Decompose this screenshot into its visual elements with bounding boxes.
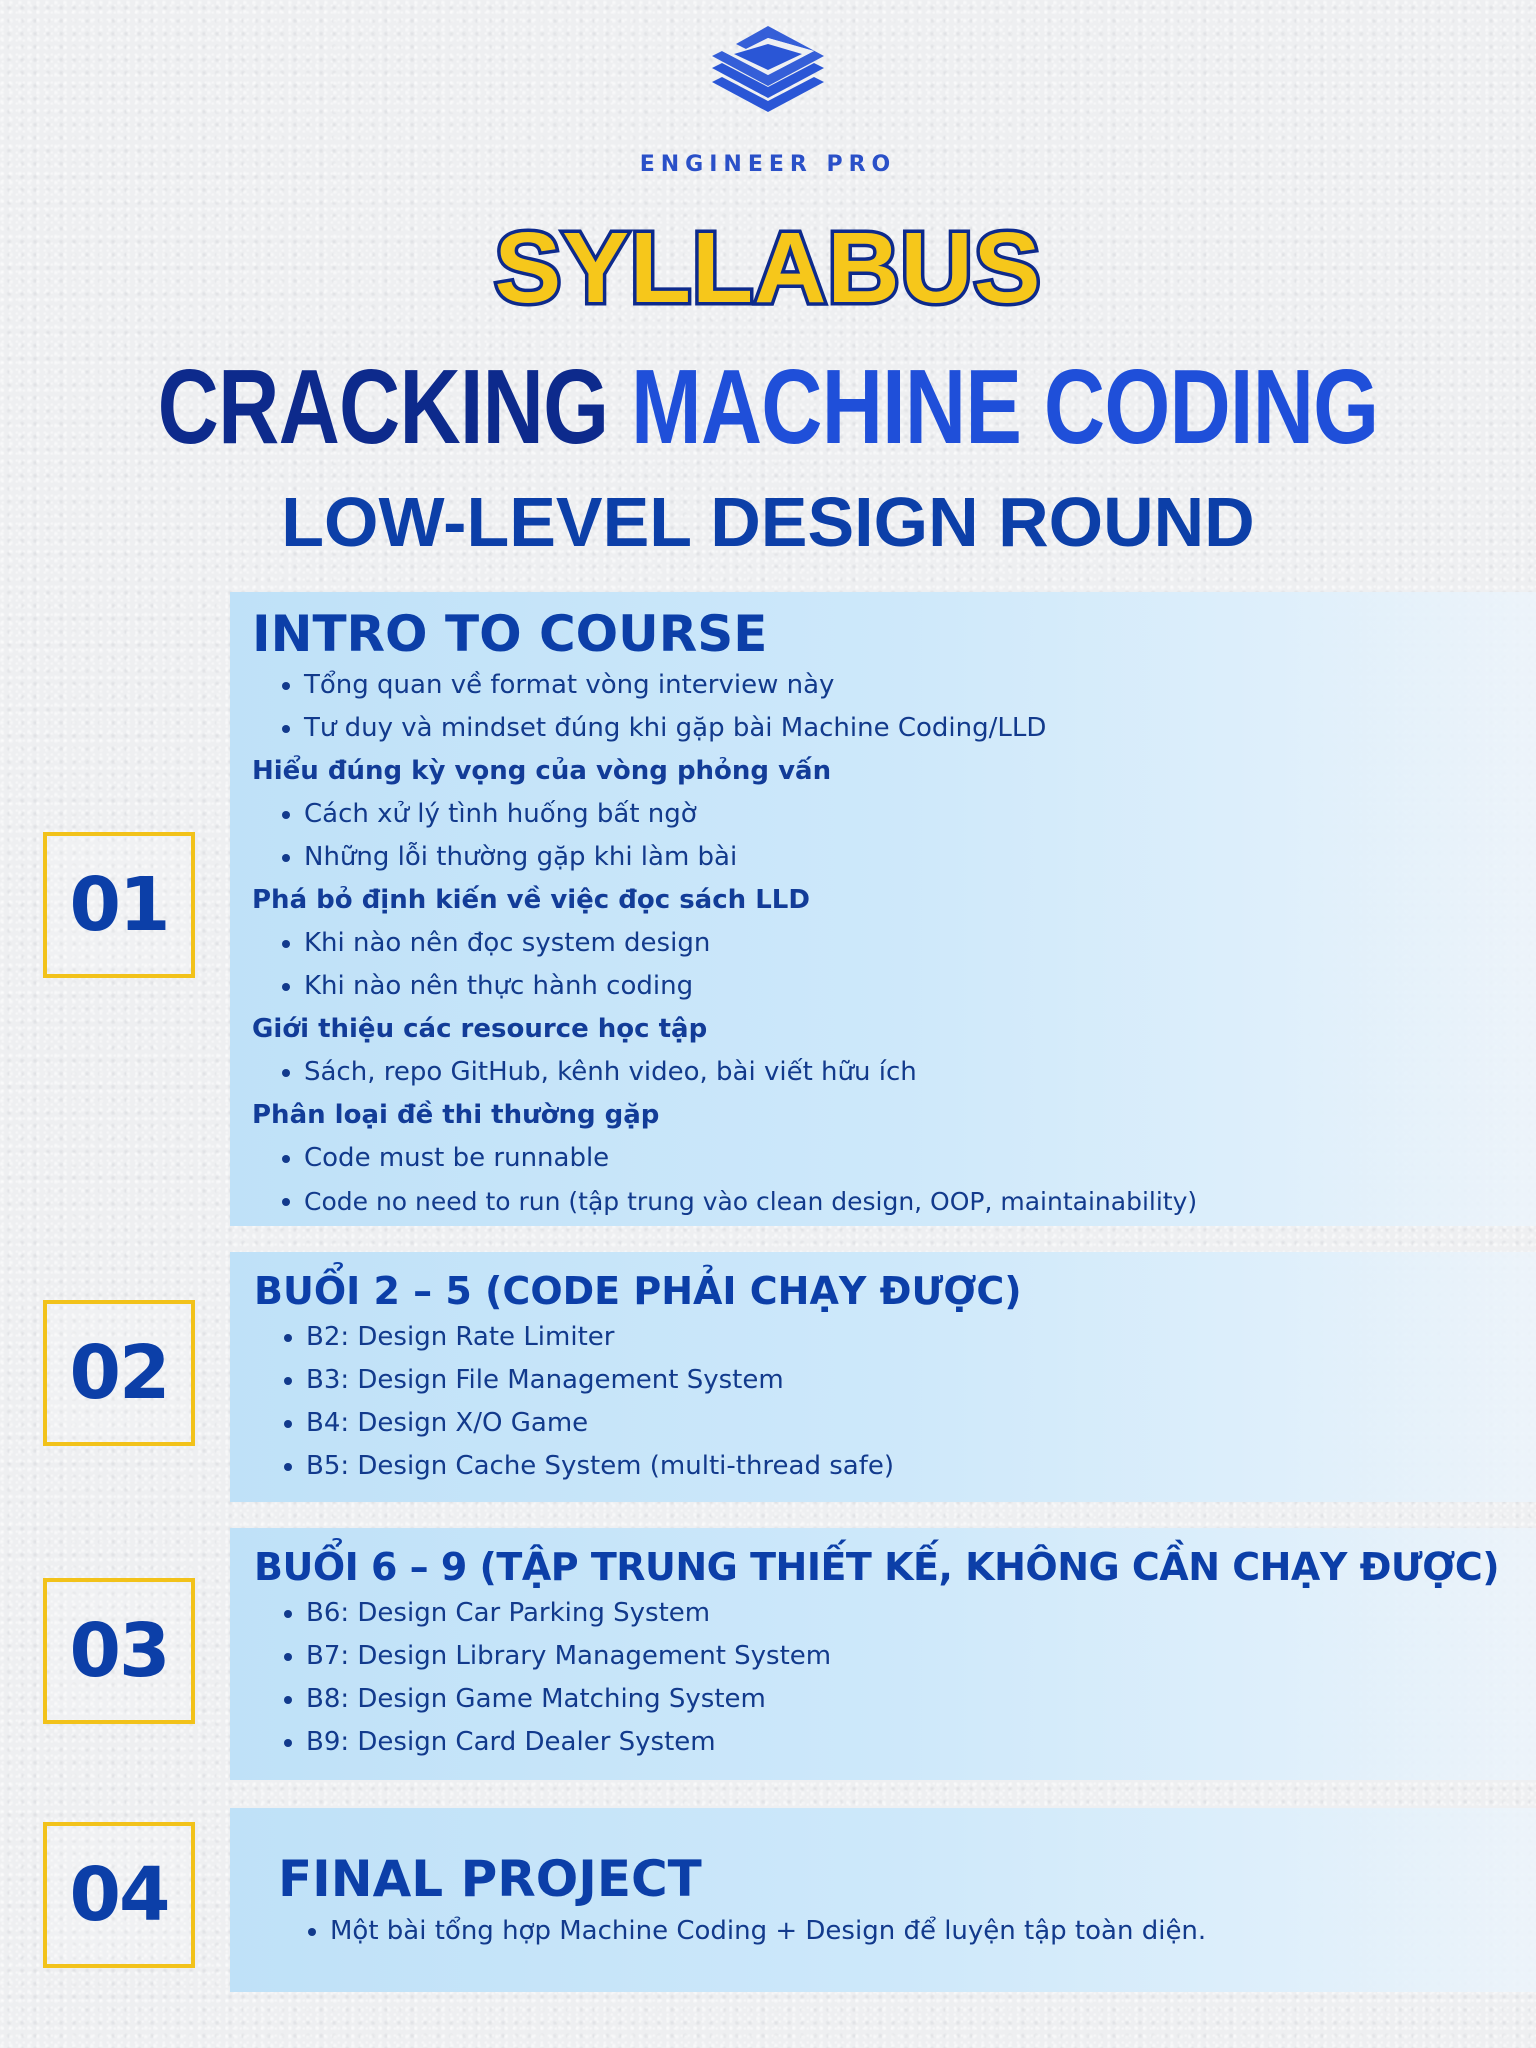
section-01-subheading: Phá bỏ định kiến về việc đọc sách LLD <box>252 885 810 915</box>
list-item: Khi nào nên thực hành coding <box>304 965 1536 1008</box>
list-item: Sách, repo GitHub, kênh video, bài viết hữu ích <box>304 1051 1536 1094</box>
section-01-list <box>252 664 1536 750</box>
section-01-title: INTRO TO COURSE <box>252 605 768 663</box>
section-03-panel <box>230 1528 1536 1780</box>
list-item: B3: Design File Management System <box>306 1359 1536 1402</box>
list-item: Tổng quan về format vòng interview này <box>304 664 1536 707</box>
brand-name: ENGINEER PRO <box>639 152 897 177</box>
course-title-part1: CRACKING <box>157 348 609 466</box>
course-title <box>154 348 1383 466</box>
list-item: Tư duy và mindset đúng khi gặp bài Machine Coding/LLD <box>304 707 1536 750</box>
section-02-title: BUỔI 2 – 5 (CODE PHẢI CHẠY ĐƯỢC) <box>254 1269 1022 1313</box>
section-01-list <box>252 922 1536 1008</box>
section-number-02: 02 <box>43 1300 195 1446</box>
engineer-pro-logo-icon <box>712 24 824 114</box>
list-item: B5: Design Cache System (multi-thread safe) <box>306 1445 1536 1488</box>
list-item: Những lỗi thường gặp khi làm bài <box>304 836 1536 879</box>
section-03-list <box>254 1592 1536 1764</box>
section-01-subheading: Phân loại đề thi thường gặp <box>252 1100 660 1130</box>
list-item: B9: Design Card Dealer System <box>306 1721 1536 1764</box>
list-item: Code must be runnable <box>304 1137 1536 1180</box>
section-01-panel <box>230 592 1536 1226</box>
list-item: B4: Design X/O Game <box>306 1402 1536 1445</box>
section-number-01: 01 <box>43 832 195 978</box>
section-01-subheading: Giới thiệu các resource học tập <box>252 1014 708 1044</box>
list-item: Cách xử lý tình huống bất ngờ <box>304 793 1536 836</box>
syllabus-heading <box>0 212 1536 332</box>
section-02-list <box>254 1316 1536 1488</box>
list-item: Một bài tổng hợp Machine Coding + Design để luyện tập toàn diện. <box>330 1910 1536 1953</box>
section-01-list <box>252 1051 1536 1094</box>
list-item: B2: Design Rate Limiter <box>306 1316 1536 1359</box>
section-01-list <box>252 793 1536 879</box>
section-04-title: FINAL PROJECT <box>278 1850 702 1908</box>
section-number-03: 03 <box>43 1578 195 1724</box>
section-02-panel <box>230 1252 1536 1502</box>
section-03-title: BUỔI 6 – 9 (TẬP TRUNG THIẾT KẾ, KHÔNG CẦN CHẠY ĐƯỢC) <box>254 1545 1500 1589</box>
list-item: Khi nào nên đọc system design <box>304 922 1536 965</box>
list-item: Code no need to run (tập trung vào clean design, OOP, maintainability) <box>304 1180 1536 1223</box>
section-04-list <box>278 1910 1536 1953</box>
list-item: B8: Design Game Matching System <box>306 1678 1536 1721</box>
section-01-list <box>252 1137 1536 1223</box>
syllabus-text: SYLLABUS <box>494 212 1042 324</box>
course-title-part2: MACHINE CODING <box>631 348 1379 466</box>
list-item: B7: Design Library Management System <box>306 1635 1536 1678</box>
section-number-04: 04 <box>43 1822 195 1968</box>
course-subtitle: LOW-LEVEL DESIGN ROUND <box>281 483 1255 561</box>
list-item: B6: Design Car Parking System <box>306 1592 1536 1635</box>
section-01-subheading: Hiểu đúng kỳ vọng của vòng phỏng vấn <box>252 756 832 786</box>
section-04-panel <box>230 1808 1536 1992</box>
